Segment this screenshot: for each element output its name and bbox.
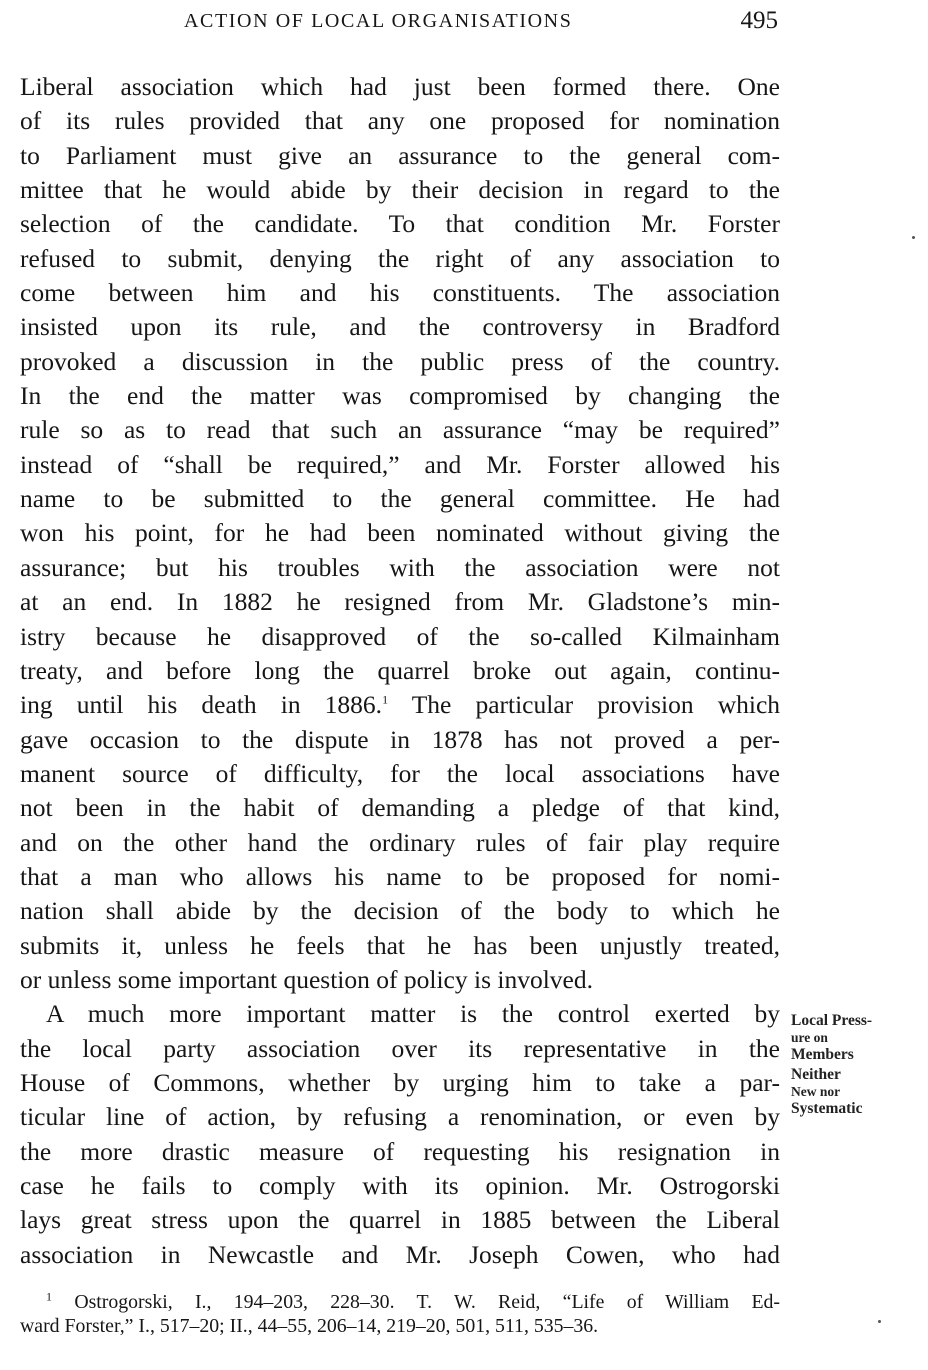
text-fragment: The particular provision which: [388, 690, 780, 720]
footnote-line: ward Forster,” I., 517–20; II., 44–55, 206–14, 219–20, 501, 511, 535–36.: [20, 1314, 599, 1337]
text-line: insisted upon its rule, and the controversy in Bradford: [20, 312, 780, 342]
text-line: to Parliament must give an assurance to the general com-: [20, 140, 780, 170]
text-line: provoked a discussion in the public press of the country.: [20, 346, 780, 376]
sidenote-line: Systematic: [791, 1099, 863, 1117]
text-line: refused to submit, denying the right of any association to: [20, 243, 780, 273]
text-line: and on the other hand the ordinary rules of fair play require: [20, 827, 780, 857]
text-line: case he fails to comply with its opinion. Mr. Ostrogorski: [20, 1171, 780, 1200]
text-line: or unless some important question of policy is involved.: [20, 964, 593, 994]
text-line: that a man who allows his name to be proposed for nomi-: [20, 861, 780, 891]
text-line: association in Newcastle and Mr. Joseph Cowen, who had: [20, 1239, 780, 1269]
sidenote-line: New nor: [791, 1084, 841, 1100]
sidenote-line: Members: [791, 1045, 854, 1063]
text-line: instead of “shall be required,” and Mr. Forster allowed his: [20, 449, 780, 479]
text-line: House of Commons, whether by urging him to take a par-: [20, 1067, 780, 1097]
text-line: assurance; but his troubles with the association were not: [20, 552, 780, 582]
footnote-marker: 1: [46, 1291, 52, 1304]
running-head: [180, 7, 780, 37]
text-line: gave occasion to the dispute in 1878 has not proved a per-: [20, 724, 780, 754]
sidenote-line: Neither: [791, 1065, 841, 1083]
text-line: submits it, unless he feels that he has been unjustly treated,: [20, 930, 780, 960]
footnote-text: Ostrogorski, I., 194–203, 228–30. T. W. Reid, “Life of William Ed-: [74, 1291, 780, 1313]
margin-sidenote: [791, 1011, 921, 1119]
text-line: Liberal association which had just been formed there. One: [20, 72, 780, 101]
text-line: In the end the matter was compromised by changing the: [20, 381, 780, 411]
footnote: [20, 1291, 780, 1338]
page-number: 495: [740, 7, 778, 34]
paragraph-start-line: A much more important matter is the control exerted by: [46, 999, 780, 1029]
text-line: not been in the habit of demanding a pledge of that kind,: [20, 793, 780, 823]
text-line: the more drastic measure of requesting his resignation in: [20, 1136, 780, 1166]
sidenote-line: ure on: [791, 1030, 828, 1046]
text-line: name to be submitted to the general committee. He had: [20, 484, 780, 514]
text-line: mittee that he would abide by their decision in regard to the: [20, 175, 780, 205]
text-line: selection of the candidate. To that condition Mr. Forster: [20, 209, 780, 239]
text-line: of its rules provided that any one proposed for nomination: [20, 106, 780, 136]
text-line-with-footnote-ref: [20, 688, 780, 722]
sidenote-line: Local Press-: [791, 1012, 873, 1029]
text-line: manent source of difficulty, for the local associations have: [20, 758, 780, 788]
running-title: ACTION OF LOCAL ORGANISATIONS: [184, 10, 573, 32]
text-line: at an end. In 1882 he resigned from Mr. Gladstone’s min-: [20, 587, 780, 617]
text-line: the local party association over its representative in the: [20, 1033, 780, 1063]
scan-speck: [912, 236, 915, 239]
text-line: treaty, and before long the quarrel broke out again, continu-: [20, 655, 780, 685]
footnote-reference: 1: [382, 692, 389, 707]
text-fragment: ing until his death in 1886.: [20, 690, 383, 720]
scan-speck: [878, 1320, 881, 1323]
text-line: rule so as to read that such an assurance “may be required”: [20, 415, 780, 445]
text-line: nation shall abide by the decision of the body to which he: [20, 896, 780, 926]
footnote-line: [20, 1291, 780, 1315]
text-line: come between him and his constituents. The association: [20, 278, 780, 308]
body-text: [20, 70, 780, 1272]
text-line: won his point, for he had been nominated without giving the: [20, 518, 780, 548]
text-line: ticular line of action, by refusing a renomination, or even by: [20, 1102, 780, 1132]
text-line: lays great stress upon the quarrel in 1885 between the Liberal: [20, 1205, 780, 1235]
text-line: istry because he disapproved of the so-called Kilmainham: [20, 621, 780, 651]
